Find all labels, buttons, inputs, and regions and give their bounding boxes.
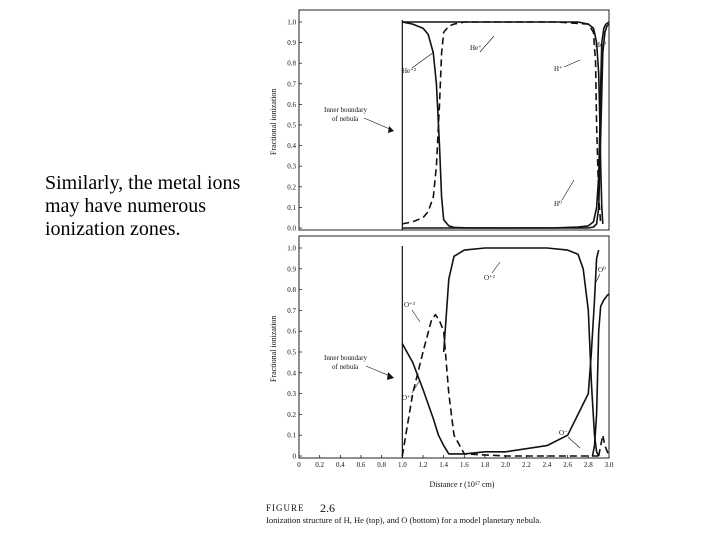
series-line-0-1 <box>402 22 600 224</box>
label-he2: He⁺² <box>402 67 416 75</box>
x-tick-label: 1.0 <box>397 461 407 469</box>
series-line-1-3 <box>593 294 610 456</box>
series-line-1-2 <box>444 248 599 456</box>
label-o-minus: O⁻ <box>559 429 568 437</box>
top-series <box>402 20 609 230</box>
x-tick-label: 2.8 <box>583 461 593 469</box>
top-y-axis-label: Fractional ionization <box>269 88 278 155</box>
slide-text <box>45 172 260 241</box>
y-tick-label: 0.0 <box>287 224 296 233</box>
x-tick-label: 1.4 <box>439 461 449 469</box>
y-tick-label: 0.9 <box>287 265 296 274</box>
series-line-1-4 <box>599 435 609 456</box>
y-tick-label: 0.3 <box>287 162 296 171</box>
bottom-frame <box>299 236 609 458</box>
bottom-x-axis-label: Distance r (10¹⁷ cm) <box>429 480 495 489</box>
top-panel <box>269 10 609 233</box>
inner-boundary-label-2: of nebula <box>332 115 359 123</box>
y-tick-label: 0.1 <box>287 431 296 440</box>
bottom-series <box>402 246 609 458</box>
x-tick-label: 1.8 <box>480 461 490 469</box>
inner-boundary-label-2-bottom: of nebula <box>332 363 359 371</box>
y-tick-label: 0.6 <box>287 100 296 109</box>
x-tick-label: 1.6 <box>459 461 469 469</box>
y-tick-label: 0.4 <box>287 142 296 151</box>
x-tick-label: 0.6 <box>356 461 366 469</box>
y-tick-label: 1.0 <box>287 244 296 253</box>
slide-paragraph: Similarly, the metal ions may have numerous ionization zones. <box>45 172 241 240</box>
top-y-ticks <box>287 19 302 233</box>
x-tick-label: 2.0 <box>501 461 511 469</box>
inner-boundary-label-1: Inner boundary <box>324 106 367 114</box>
y-tick-label: 0.2 <box>287 410 296 419</box>
label-he0: He⁰ <box>595 41 606 49</box>
series-line-0-0 <box>402 22 588 228</box>
label-o3: O⁺³ <box>404 301 415 309</box>
series-line-1-0 <box>402 250 598 454</box>
y-tick-label: 0.5 <box>287 121 296 130</box>
label-he-plus: He⁺ <box>470 44 482 52</box>
y-tick-label: 0.8 <box>287 59 296 68</box>
y-tick-label: 0.8 <box>287 286 296 295</box>
x-tick-label: 0.4 <box>335 461 345 469</box>
bottom-panel <box>269 236 614 489</box>
y-tick-label: 0.1 <box>287 203 296 212</box>
x-tick-label: 2.6 <box>563 461 573 469</box>
caption-number: 2.6 <box>320 501 335 515</box>
y-tick-label: 0.7 <box>287 80 296 89</box>
y-tick-label: 0.4 <box>287 369 296 378</box>
x-tick-label: 1.2 <box>418 461 428 469</box>
label-h-plus: H⁺ <box>554 65 563 73</box>
x-tick-label: 2.2 <box>521 461 531 469</box>
series-line-1-1 <box>402 315 598 456</box>
figure-caption <box>266 501 541 525</box>
label-h0: H⁰ <box>554 200 562 208</box>
x-tick-label: 0 <box>297 461 301 469</box>
y-tick-label: 0.2 <box>287 183 296 192</box>
y-tick-label: 0.6 <box>287 327 296 336</box>
x-tick-label: 0.2 <box>315 461 325 469</box>
x-tick-label: 2.4 <box>542 461 552 469</box>
label-o0: O⁰ <box>598 266 606 274</box>
series-line-0-4 <box>588 24 609 228</box>
label-o1: O⁺⁴ <box>402 394 414 402</box>
bottom-x-ticks <box>297 455 614 469</box>
y-tick-label: 0.5 <box>287 348 296 357</box>
y-tick-label: 1.0 <box>287 18 296 27</box>
caption-text: Ionization structure of H, He (top), and O (bottom) for a model planetary nebula. <box>266 515 542 525</box>
inner-boundary-label-1-bottom: Inner boundary <box>324 354 367 362</box>
bottom-y-axis-label: Fractional ionization <box>269 315 278 382</box>
x-tick-label: 0.8 <box>377 461 387 469</box>
ionization-figure <box>262 0 720 540</box>
caption-word: FIGURE <box>266 503 305 513</box>
x-tick-label: 3.0 <box>604 461 614 469</box>
y-tick-label: 0.7 <box>287 306 296 315</box>
bottom-y-ticks <box>287 245 302 461</box>
y-tick-label: 0.9 <box>287 39 296 48</box>
y-tick-label: 0 <box>292 452 296 461</box>
y-tick-label: 0.3 <box>287 390 296 399</box>
label-o2: O⁺² <box>484 274 495 282</box>
